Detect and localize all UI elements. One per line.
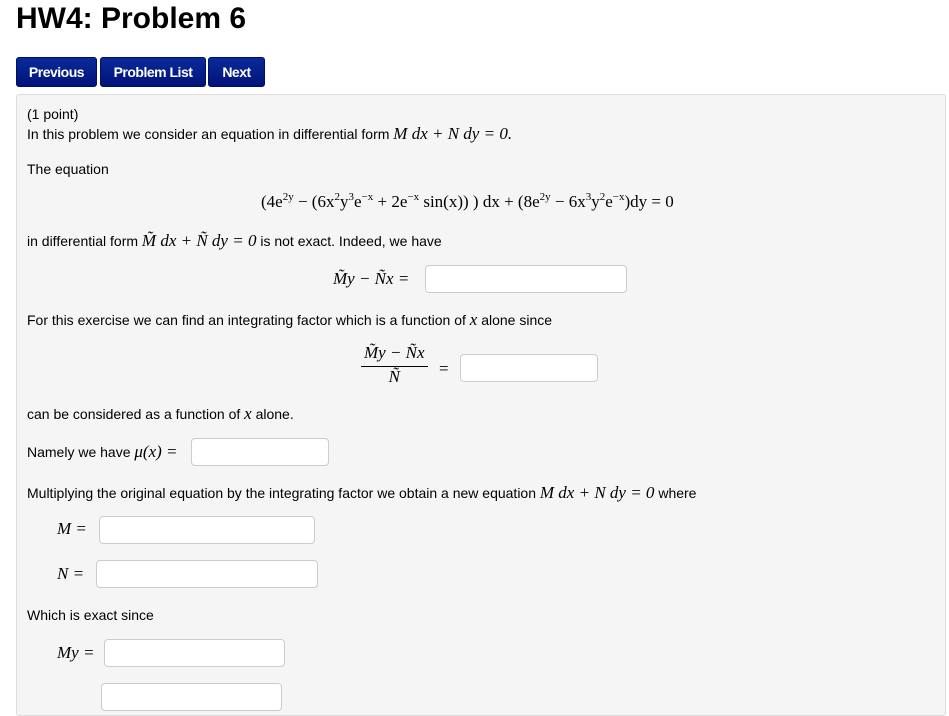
problem-list-button[interactable]: Problem List [100,57,206,87]
m-label: M = [57,519,87,538]
namely-text: Namely we have μ(x) = [27,442,178,461]
not-exact-text: in differential form M̃ dx + Ñ dy = 0 is not exact. Indeed, we have [27,231,442,250]
n-label: N = [57,564,85,583]
problem-panel [16,94,946,716]
my-minus-nx-input[interactable] [425,265,627,293]
nx-input[interactable] [101,683,282,711]
equation-label: The equation [27,161,109,177]
intro-text: In this problem we consider an equation in differential form M dx + N dy = 0. [27,124,513,143]
fraction-equals: = [439,359,449,378]
exercise-text: For this exercise we can find an integrating factor which is a function of x alone since [27,310,553,329]
my-label: My = [57,643,95,662]
points-label: (1 point) [27,106,79,122]
exact-since-text: Which is exact since [27,607,154,623]
previous-button[interactable]: Previous [16,57,97,87]
main-equation: ($4e^{2y} - (6x^2y^3e^{-x} + 2e^{-x}$ sin(x)) ) dx + $(8e^{2y} - 6x^3y^2e^{-x})dy = 0$ [261,191,674,211]
considered-text: can be considered as a function of x alone. [27,404,294,423]
ratio-input[interactable] [460,354,598,382]
n-input[interactable] [96,560,318,588]
ratio-fraction: $\frac{M̃y - Ñx}{Ñ}$ [361,343,428,387]
multiplying-text: Multiplying the original equation by the integrating factor we obtain a new equation M dx + N dy = 0 where [27,483,697,502]
next-button[interactable]: Next [208,57,265,87]
my-input[interactable] [104,639,285,667]
m-input[interactable] [99,516,315,544]
page-title: HW4: Problem 6 [16,2,247,35]
my-nx-label: M̃y − Ñx = [333,269,410,288]
mu-input[interactable] [191,438,329,466]
